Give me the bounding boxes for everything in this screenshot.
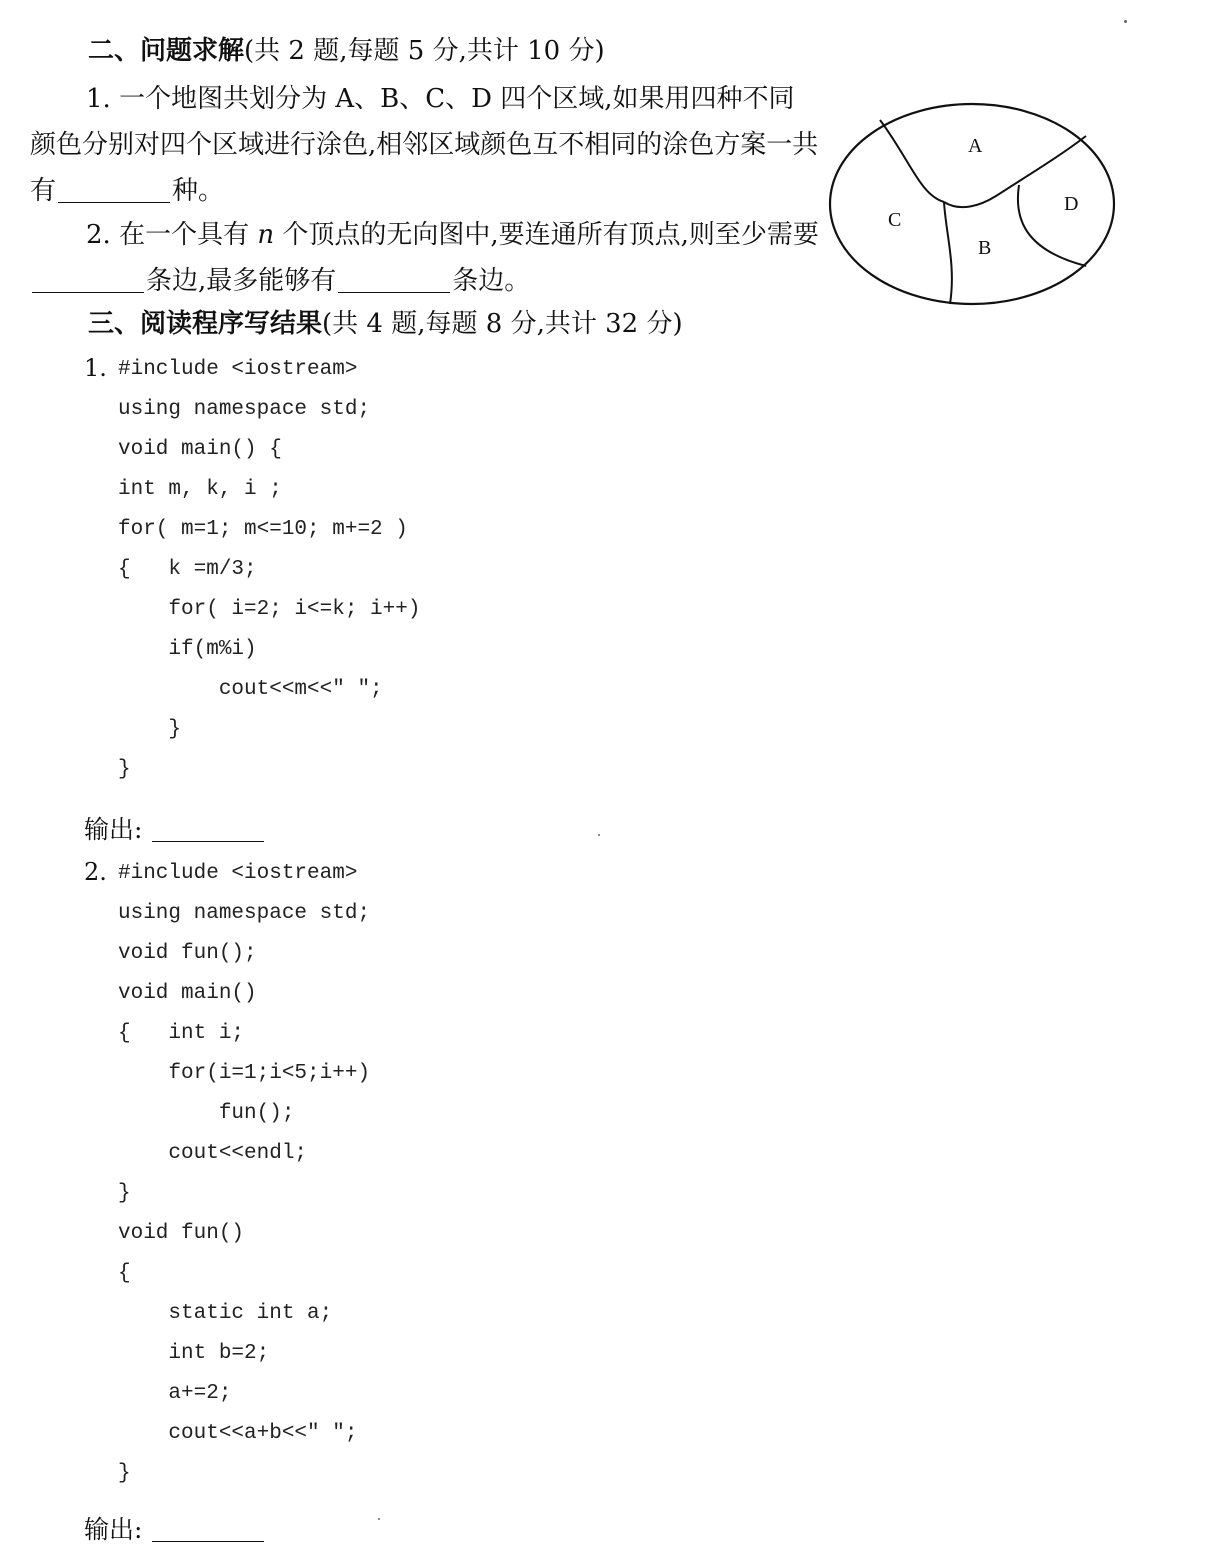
output-blank[interactable] (152, 1515, 264, 1542)
program-1-line: void main() { (118, 438, 282, 461)
program-1-line: if(m%i) (118, 638, 257, 661)
program-2-line: cout<<a+b<<" "; (118, 1422, 358, 1445)
section-3-title (88, 303, 683, 340)
scan-speck (378, 1518, 380, 1520)
program-1-line: for( i=2; i<=k; i++) (118, 598, 421, 621)
section-3-title-bold: 三、阅读程序写结果 (88, 309, 323, 339)
program-2-line: for(i=1;i<5;i++) (118, 1062, 371, 1085)
region-label-c: C (888, 209, 902, 231)
program-2-line: void fun(); (118, 942, 257, 965)
program-2-line: cout<<endl; (118, 1142, 308, 1165)
question-2-text-4: 条边。 (452, 266, 531, 296)
scan-speck (1124, 20, 1127, 23)
section-2-title-rest: (共 2 题,每题 5 分,共计 10 分) (244, 36, 605, 66)
question-1 (30, 76, 820, 214)
program-1-line: } (118, 758, 131, 781)
program-2-line: { int i; (118, 1022, 245, 1045)
program-2-line: #include <iostream> (118, 862, 358, 885)
program-2-line: } (118, 1182, 131, 1205)
program-1-line: { k =m/3; (118, 558, 257, 581)
answer-blank[interactable] (338, 266, 450, 293)
program-1-line: #include <iostream> (118, 358, 358, 381)
program-2-output (84, 1510, 266, 1546)
program-2-line: void main() (118, 982, 257, 1005)
border-b-c (944, 202, 952, 304)
output-label: 输出: (84, 815, 143, 844)
program-2-line: { (118, 1262, 131, 1285)
section-2-title-bold: 二、问题求解 (88, 36, 245, 66)
program-1-output (84, 810, 266, 846)
program-1-number: 1. (84, 354, 107, 382)
program-2-line: } (118, 1462, 131, 1485)
region-label-a: A (968, 135, 983, 157)
answer-blank[interactable] (32, 266, 144, 293)
program-2-number: 2. (84, 858, 107, 886)
program-2-line: static int a; (118, 1302, 333, 1325)
program-2-line: a+=2; (118, 1382, 232, 1405)
output-label: 输出: (84, 1515, 143, 1544)
question-1-text-after: 种。 (172, 176, 225, 206)
program-2-line: using namespace std; (118, 902, 371, 925)
question-2-text-2: 个顶点的无向图中,要连通所有顶点,则至少需要 (282, 220, 819, 250)
region-label-b: B (978, 237, 992, 259)
scan-speck (598, 834, 600, 836)
program-1-line: using namespace std; (118, 398, 371, 421)
program-2-line: void fun() (118, 1222, 245, 1245)
question-2-text-3: 条边,最多能够有 (146, 266, 337, 296)
question-1-text: 1. 一个地图共划分为 A、B、C、D 四个区域,如果用四种不同颜色分别对四个区域进行涂色,相邻区域颜色互不相同的涂色方案一共有 (30, 84, 819, 206)
section-3-title-rest: (共 4 题,每题 8 分,共计 32 分) (322, 309, 683, 339)
section-2-title (88, 30, 605, 67)
border-a-c (880, 120, 944, 202)
program-1-line: for( m=1; m<=10; m+=2 ) (118, 518, 408, 541)
program-2-line: fun(); (118, 1102, 295, 1125)
program-2-line: int b=2; (118, 1342, 270, 1365)
program-1-line: int m, k, i ; (118, 478, 282, 501)
region-map-diagram (820, 100, 1130, 315)
question-2 (30, 212, 820, 304)
region-label-d: D (1064, 193, 1079, 215)
output-blank[interactable] (152, 815, 264, 842)
variable-n: n (257, 220, 275, 250)
answer-blank[interactable] (58, 176, 170, 203)
question-2-text-1: 2. 在一个具有 (86, 220, 250, 250)
program-1-line: } (118, 718, 182, 741)
program-1-line: cout<<m<<" "; (118, 678, 383, 701)
